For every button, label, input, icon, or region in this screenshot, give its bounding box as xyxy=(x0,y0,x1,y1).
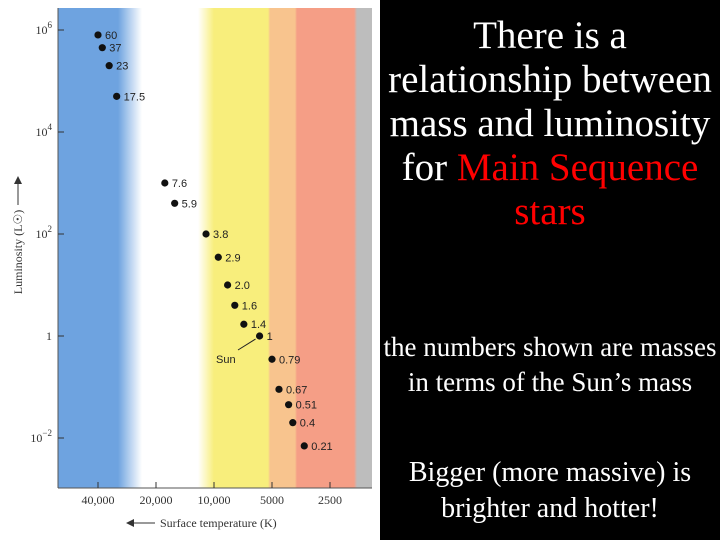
mass-label: 37 xyxy=(109,42,122,55)
headline xyxy=(380,14,720,234)
headline-text: There is a relationship between mass and luminosity for xyxy=(388,14,712,189)
mass-label: 1.4 xyxy=(250,319,267,332)
y-tick-label: $10^{-2}$ xyxy=(30,428,52,445)
mass-label: 0.4 xyxy=(299,417,316,430)
data-point xyxy=(113,93,120,100)
mass-label: 60 xyxy=(105,29,118,42)
data-point xyxy=(215,254,222,261)
data-point xyxy=(275,386,282,393)
data-point xyxy=(231,302,238,309)
data-point xyxy=(99,44,106,51)
mass-label: 7.6 xyxy=(171,178,188,190)
data-point xyxy=(202,230,209,237)
sun-annotation: Sun xyxy=(216,354,236,366)
y-tick-label: $10^6$ xyxy=(35,20,52,37)
mass-label: 1.6 xyxy=(241,300,258,313)
mass-label: 2.9 xyxy=(225,252,241,265)
x-tick-label: 2500 xyxy=(318,493,342,507)
data-point xyxy=(224,281,231,288)
text-panel xyxy=(380,0,720,540)
y-tick-label: $10^2$ xyxy=(35,224,52,241)
y-axis-title: Luminosity (L☉) xyxy=(11,209,25,295)
y-axis-arrowhead xyxy=(14,176,22,184)
mass-label: 2.0 xyxy=(234,280,250,292)
data-point xyxy=(285,401,292,408)
mass-label: 17.5 xyxy=(123,91,146,104)
data-point xyxy=(106,62,113,69)
mass-label: 0.51 xyxy=(295,399,318,412)
mass-label: 3.8 xyxy=(213,229,229,241)
mass-label: 0.67 xyxy=(285,384,308,397)
data-point xyxy=(256,332,263,339)
data-point xyxy=(301,442,308,449)
mass-label: 23 xyxy=(116,60,129,73)
mass-label: 0.79 xyxy=(279,354,301,367)
punchline: Bigger (more massive) is brighter and hotter! xyxy=(408,457,692,524)
mass-label: 5.9 xyxy=(181,198,197,211)
mass-label: 0.21 xyxy=(311,440,333,453)
y-tick-label: $10^4$ xyxy=(35,122,52,139)
x-tick-label: 40,000 xyxy=(81,493,115,507)
data-point xyxy=(161,179,168,186)
data-point xyxy=(268,356,275,363)
x-axis-arrowhead xyxy=(126,519,134,527)
mass-label: 1 xyxy=(266,331,273,343)
data-point xyxy=(171,200,178,207)
x-axis-title: Surface temperature (K) xyxy=(160,516,277,530)
x-tick-label: 10,000 xyxy=(197,493,231,507)
mass-note: the numbers shown are masses in terms of the Sun’s mass xyxy=(383,332,717,397)
headline-highlight: Main Sequence stars xyxy=(456,146,699,233)
x-tick-label: 20,000 xyxy=(139,493,173,507)
spectral-bands xyxy=(58,8,372,488)
data-point xyxy=(240,321,247,328)
data-point xyxy=(94,31,101,38)
x-tick-label: 5000 xyxy=(260,493,284,507)
data-point xyxy=(289,419,296,426)
y-tick-label: 1 xyxy=(46,329,52,343)
